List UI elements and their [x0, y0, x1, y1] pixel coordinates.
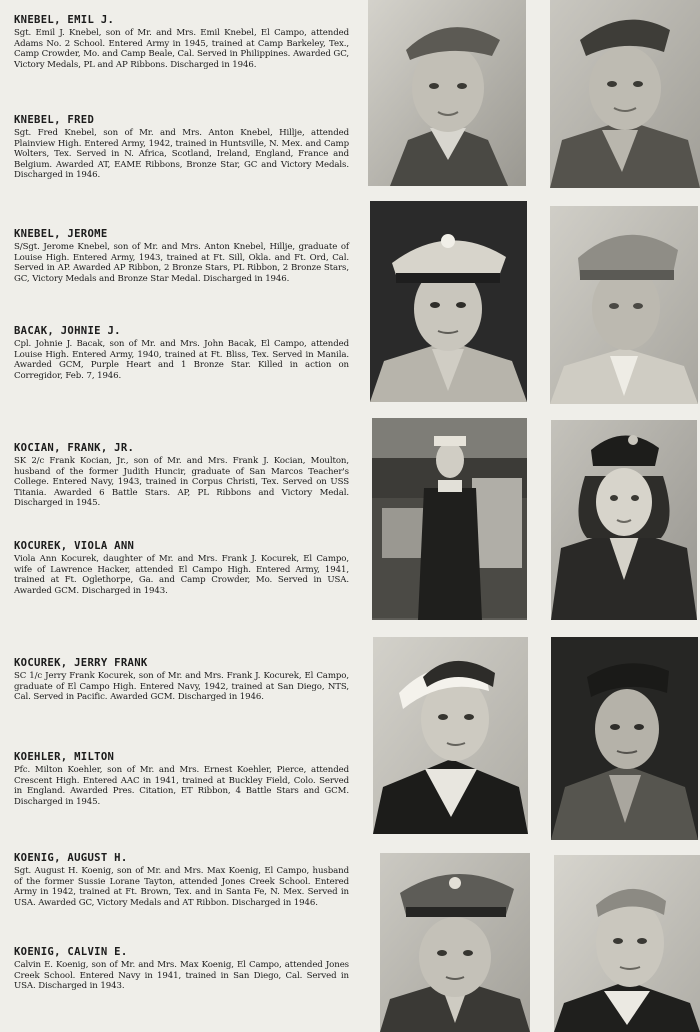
- entry-name: KOCUREK, VIOLA ANN: [14, 540, 135, 552]
- portrait-knebel-emil: [368, 0, 526, 186]
- portrait-koenig-calvin: [554, 855, 700, 1032]
- entry-bio: Pfc. Milton Koehler, son of Mr. and Mrs. Ernest Koehler, Pierce, attended Crescent High. Entered AAC in 1941, trained at Buckley Field, Colo. Served in England. Awarded Pres. Citation, ET Ribbon, 4 Battle Stars and GCM. Discharged in 1945.: [14, 765, 349, 807]
- portrait-bacak-johnie: [550, 206, 698, 404]
- portrait-knebel-jerome: [370, 201, 527, 402]
- portrait-knebel-fred: [550, 0, 700, 188]
- entry-name: KOENIG, CALVIN E.: [14, 946, 128, 958]
- entry-bio: S/Sgt. Jerome Knebel, son of Mr. and Mrs. Anton Knebel, Hillje, graduate of Louise High. Entered Army, 1943, trained at Ft. Sill, Okla. and Ft. Ord, Cal. Served in AP. Awarded AP Ribbon, 2 Bronze Stars, PL Ribbon, 2 Bronze Stars, GC, Victory Medals and Bronze Star Medal. Discharged in 1946.: [14, 242, 349, 284]
- entry-koenig-august: [14, 852, 349, 908]
- entry-koenig-calvin: [14, 946, 349, 992]
- entry-kocian-frank: [14, 442, 349, 509]
- entry-name: KOCIAN, FRANK, JR.: [14, 442, 135, 454]
- portrait-koenig-august: [380, 853, 530, 1032]
- entry-bio: Viola Ann Kocurek, daughter of Mr. and Mrs. Frank J. Kocurek, El Campo, wife of Lawrence Hacker, attended El Campo High. Entered Army, 1941, trained at Ft. Oglethorpe, Ga. and Camp Crowder, Mo. Served in USA. Awarded GCM. Discharged in 1943.: [14, 554, 349, 596]
- entry-name: KOENIG, AUGUST H.: [14, 852, 128, 864]
- entry-bacak-johnie: [14, 325, 349, 381]
- entry-bio: SK 2/c Frank Kocian, Jr., son of Mr. and Mrs. Frank J. Kocian, Moulton, husband of the former Judith Huncir, graduate of San Marcos Teacher's College. Entered Navy, 1943, trained in Corpus Christi, Tex. Served on USS Titania. Awarded 6 Battle Stars. AP, PL Ribbons and Victory Medal. Discharged in 1945.: [14, 456, 349, 509]
- entry-koehler-milton: [14, 751, 349, 807]
- entry-bio: Cpl. Johnie J. Bacak, son of Mr. and Mrs. John Bacak, El Campo, attended Louise High. Entered Army, 1940, trained at Ft. Bliss, Tex. Served in Manila. Awarded GCM, Purple Heart and 1 Bronze Star. Killed in action on Corregidor, Feb. 7, 1946.: [14, 339, 349, 381]
- portrait-kocian-frank: [372, 418, 527, 620]
- portrait-kocurek-viola: [551, 420, 697, 620]
- portrait-kocurek-jerry: [373, 637, 528, 834]
- entry-bio: SC 1/c Jerry Frank Kocurek, son of Mr. and Mrs. Frank J. Kocurek, El Campo, graduate of El Campo High. Entered Navy, 1942, trained at San Diego, NTS, Cal. Served in Pacific. Awarded GCM. Discharged in 1946.: [14, 671, 349, 703]
- entry-knebel-jerome: [14, 228, 349, 284]
- entry-name: KOCUREK, JERRY FRANK: [14, 657, 148, 669]
- entry-name: KNEBEL, JEROME: [14, 228, 108, 240]
- entry-kocurek-jerry: [14, 657, 349, 703]
- entry-name: KOEHLER, MILTON: [14, 751, 115, 763]
- entry-knebel-emil: [14, 14, 349, 70]
- entry-bio: Calvin E. Koenig, son of Mr. and Mrs. Max Koenig, El Campo, attended Jones Creek School. Entered Navy in 1941, trained in San Diego, Cal. Served in USA. Discharged in 1943.: [14, 960, 349, 992]
- entry-name: KNEBEL, FRED: [14, 114, 95, 126]
- entry-knebel-fred: [14, 114, 349, 181]
- entry-name: KNEBEL, EMIL J.: [14, 14, 115, 26]
- entry-bio: Sgt. August H. Koenig, son of Mr. and Mrs. Max Koenig, El Campo, husband of the former Sussie Lorane Tayton, attended Jones Creek School. Entered Army in 1942, trained at Ft. Brown, Tex. and in Santa Fe, N. Mex. Served in USA. Awarded GC, Victory Medals and AT Ribbon. Discharged in 1946.: [14, 866, 349, 908]
- entry-kocurek-viola: [14, 540, 349, 596]
- entry-name: BACAK, JOHNIE J.: [14, 325, 121, 337]
- entry-bio: Sgt. Fred Knebel, son of Mr. and Mrs. Anton Knebel, Hillje, attended Plainview High. Entered Army, 1942, trained in Huntsville, N. Mex. and Camp Wolters, Tex. Served in N. Africa, Scotland, Ireland, England, France and Belgium. Awarded AT, EAME Ribbons, Bronze Star, GC and Victory Medals. Discharged in 1946.: [14, 128, 349, 181]
- entry-bio: Sgt. Emil J. Knebel, son of Mr. and Mrs. Emil Knebel, El Campo, attended Adams No. 2 School. Entered Army in 1945, trained at Camp Barkeley, Tex., Camp Crowder, Mo. and Camp Beale, Cal. Served in Philippines. Awarded GC, Victory Medals, PL and AP Ribbons. Discharged in 1946.: [14, 28, 349, 70]
- portrait-koehler-milton: [551, 637, 698, 840]
